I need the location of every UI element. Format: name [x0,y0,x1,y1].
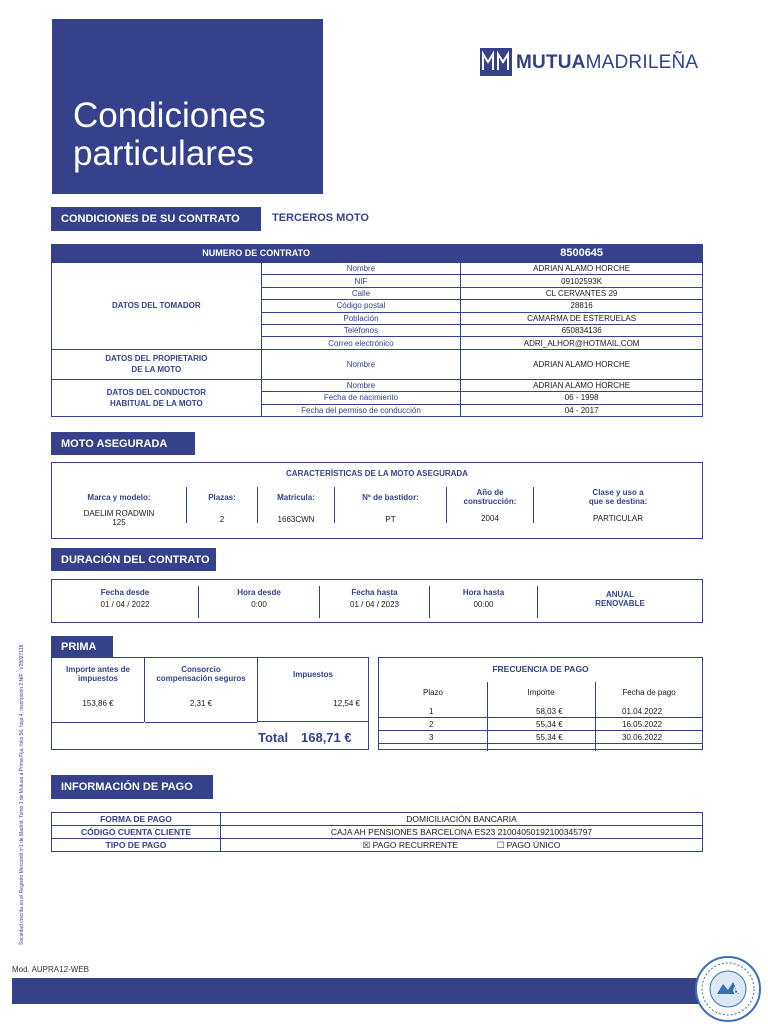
moto-col-bastidor: Nº de bastidor: PT [362,493,419,524]
field-value: ADRI_ALHOR@HOTMAIL.COM [461,337,703,349]
fecha-hasta: Fecha hasta 01 / 04 / 2023 [350,588,399,609]
contract-number: 8500645 [461,245,703,263]
field-label: Correo electrónico [261,337,461,349]
freq-row: 2 55,34 € 16.05.2022 [379,718,702,731]
moto-col-marca: Marca y modelo: DAELIM ROADWIN 125 [83,493,155,527]
col-importe-header: Importe [527,688,555,697]
field-label: Calle [261,287,461,299]
field-label: NIF [261,275,461,287]
model-code: Mod. AUPRA12-WEB [12,965,89,974]
field-value: ADRIAN ALAMO HORCHE [461,263,703,275]
hora-hasta: Hora hasta 00:00 [462,588,505,609]
freq-row: 3 55,34 € 30.06.2022 [379,731,702,744]
moto-col-plazas: Plazas: 2 [208,493,236,524]
row-divider [52,722,144,723]
field-value: ADRIAN ALAMO HORCHE [461,379,703,391]
field-label: Código postal [261,300,461,312]
contract-table [51,244,703,417]
field-label: Población [261,312,461,324]
field-label: Fecha del permiso de conducción [261,404,461,416]
prima-box [51,657,369,750]
field-value: CAMARMA DE ESTERUELAS [461,312,703,324]
hora-desde: Hora desde 0:00 [237,588,281,609]
field-label: Nombre [261,349,461,379]
section-moto-label: MOTO ASEGURADA [51,432,195,455]
fecha-desde: Fecha desde 01 / 04 / 2022 [100,588,150,609]
ccc-value: CAJA AH PENSIONES BARCELONA ES23 21004050192100345797 [221,826,703,839]
registry-side-text: Sociedad inscrita en el Registro Mercantil nº1 de Madrid, Tomo 1 de Mutuas a Prima Fija, folio 56, hoja 4, inscripción 2 NIF.: V28027118 [19,644,25,945]
duracion-box [51,579,703,623]
ccc-label: CÓDIGO CUENTA CLIENTE [52,826,221,839]
field-label: Teléfonos [261,324,461,336]
tipo-pago-value [221,839,703,852]
logo-wordmark: MUTUAMADRILEÑA [516,52,699,73]
tipo-pago-label: TIPO DE PAGO [52,839,221,852]
section-pago-label: INFORMACIÓN DE PAGO [51,775,213,799]
contract-number-label: NUMERO DE CONTRATO [52,245,461,263]
forma-pago-label: FORMA DE PAGO [52,813,221,826]
field-value: 04 - 2017 [461,404,703,416]
total-value: 168,71 € [301,730,352,745]
footer-bar [12,978,756,1004]
pago-unico-checkbox: ☐ PAGO ÚNICO [496,839,561,850]
field-label: Nombre [261,263,461,275]
pago-table [51,812,703,852]
title-line-1: Condiciones [73,96,266,135]
field-value: 09102593K [461,275,703,287]
page-number: 6 [733,985,740,997]
tomador-label: DATOS DEL TOMADOR [52,263,262,350]
moto-box [51,462,703,539]
total-label: Total [258,730,289,745]
importe-antes: Importe antes de impuestos 153,86 € [65,665,130,708]
propietario-label: DATOS DEL PROPIETARIO DE LA MOTO [52,349,262,379]
renovacion: ANUAL RENOVABLE [595,590,645,608]
field-label: Fecha de nacimiento [261,392,461,404]
frecuencia-title: FRECUENCIA DE PAGO [492,664,589,674]
field-value: 28816 [461,300,703,312]
consorcio: Consorcio compensación seguros 2,31 € [156,665,246,708]
moto-col-clase: Clase y uso a que se destina: PARTICULAR [588,488,648,523]
moto-col-anio: Año de construcción: 2004 [463,488,517,523]
field-value: ADRIAN ALAMO HORCHE [461,349,703,379]
pago-recurrente-checkbox: ☒ PAGO RECURRENTE [362,839,458,850]
section-prima-label: PRIMA [51,636,113,657]
mm-logo-icon [480,48,512,76]
field-value: 650834136 [461,324,703,336]
impuestos: Impuestos 12,54 € [292,670,360,708]
certification-seal-icon [693,954,763,1024]
forma-pago-value: DOMICILIACIÓN BANCARIA [221,813,703,826]
frecuencia-box [378,657,703,750]
row-divider [145,722,257,723]
col-fecha-header: Fecha de pago [622,688,676,697]
conductor-label: DATOS DEL CONDUCTOR HABITUAL DE LA MOTO [52,379,262,416]
field-label: Nombre [261,379,461,391]
section-contrato-label: CONDICIONES DE SU CONTRATO [51,207,261,231]
moto-col-matricula: Matrícula: 1663CWN [277,493,315,524]
field-value: CL CERVANTES 29 [461,287,703,299]
field-value: 06 - 1998 [461,392,703,404]
title-line-2: particulares [73,134,254,173]
col-plazo-header: Plazo [422,688,443,697]
mutua-madrilena-logo [478,44,699,84]
title-block [52,19,323,194]
section-duracion-label: DURACIÓN DEL CONTRATO [51,548,216,571]
product-name: TERCEROS MOTO [272,212,369,224]
freq-row: 1 58,03 € 01.04.2022 [379,705,702,718]
moto-caption: CARACTERÍSTICAS DE LA MOTO ASEGURADA [286,469,468,478]
page-title [73,97,266,173]
